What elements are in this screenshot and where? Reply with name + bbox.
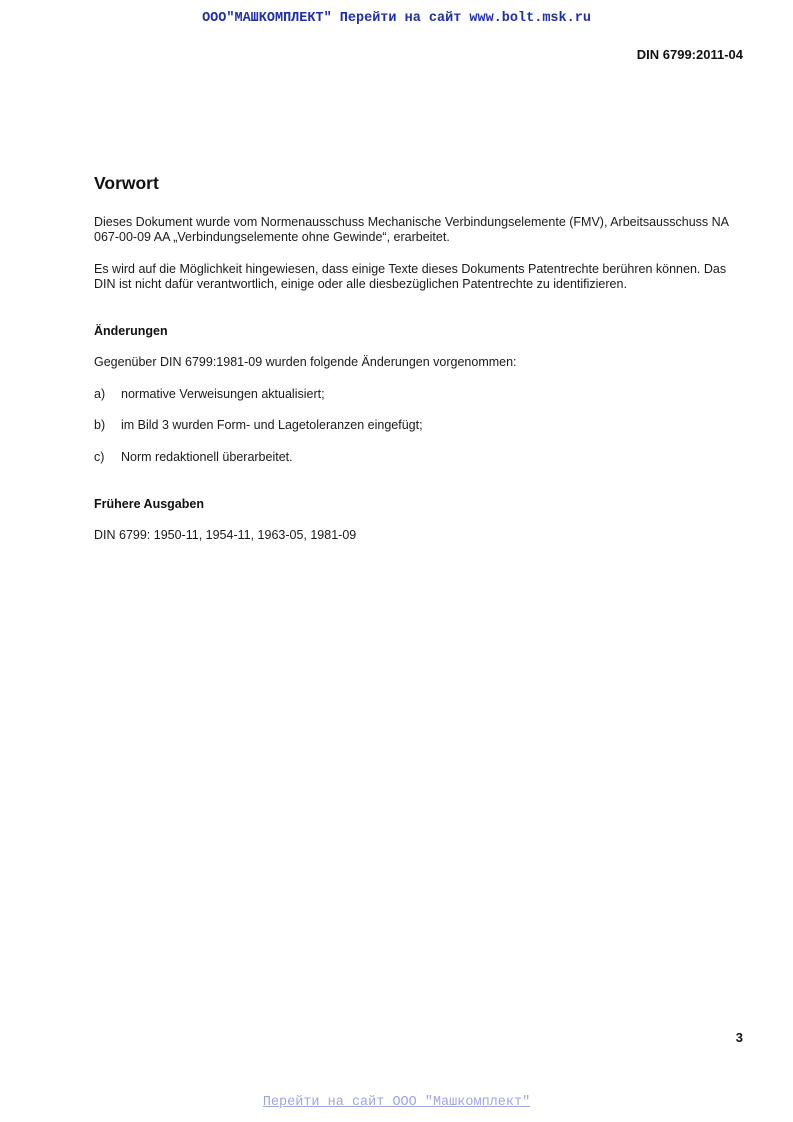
list-item	[94, 450, 293, 465]
list-marker: a)	[94, 387, 106, 401]
page-number: 3	[735, 1030, 743, 1045]
foreword-paragraph-1: Dieses Dokument wurde vom Normenausschuss Mechanische Verbindungselemente (FMV), Arbeitsausschuss NA 067-00-09 AA „Verbindungselemente ohne Gewinde“, erarbeitet.	[94, 215, 729, 244]
list-item-text: normative Verweisungen aktualisiert;	[121, 387, 325, 401]
earlier-editions-list: DIN 6799: 1950-11, 1954-11, 1963-05, 1981-09	[94, 528, 357, 542]
page-title: Vorwort	[94, 173, 159, 193]
site-banner-link[interactable]: ООО"МАШКОМПЛЕКТ" Перейти на сайт www.bolt.msk.ru	[202, 11, 591, 26]
list-marker: c)	[94, 450, 105, 464]
changes-heading: Änderungen	[94, 324, 168, 338]
document-id: DIN 6799:2011-04	[636, 47, 743, 62]
earlier-editions-heading: Frühere Ausgaben	[94, 497, 204, 511]
list-item	[94, 418, 423, 433]
list-item	[94, 387, 325, 402]
list-item-text: Norm redaktionell überarbeitet.	[121, 450, 293, 464]
list-item-text: im Bild 3 wurden Form- und Lagetoleranzen eingefügt;	[121, 418, 423, 432]
footer-site-link[interactable]: Перейти на сайт ООО "Машкомплект"	[262, 1095, 531, 1110]
changes-intro: Gegenüber DIN 6799:1981-09 wurden folgende Änderungen vorgenommen:	[94, 355, 517, 369]
list-marker: b)	[94, 418, 106, 432]
foreword-paragraph-2: Es wird auf die Möglichkeit hingewiesen, dass einige Texte dieses Dokuments Patentrechte berühren können. Das DIN ist nicht dafür verantwortlich, einige oder alle diesbezüglichen Patentrechte zu identifizieren.	[94, 262, 727, 291]
